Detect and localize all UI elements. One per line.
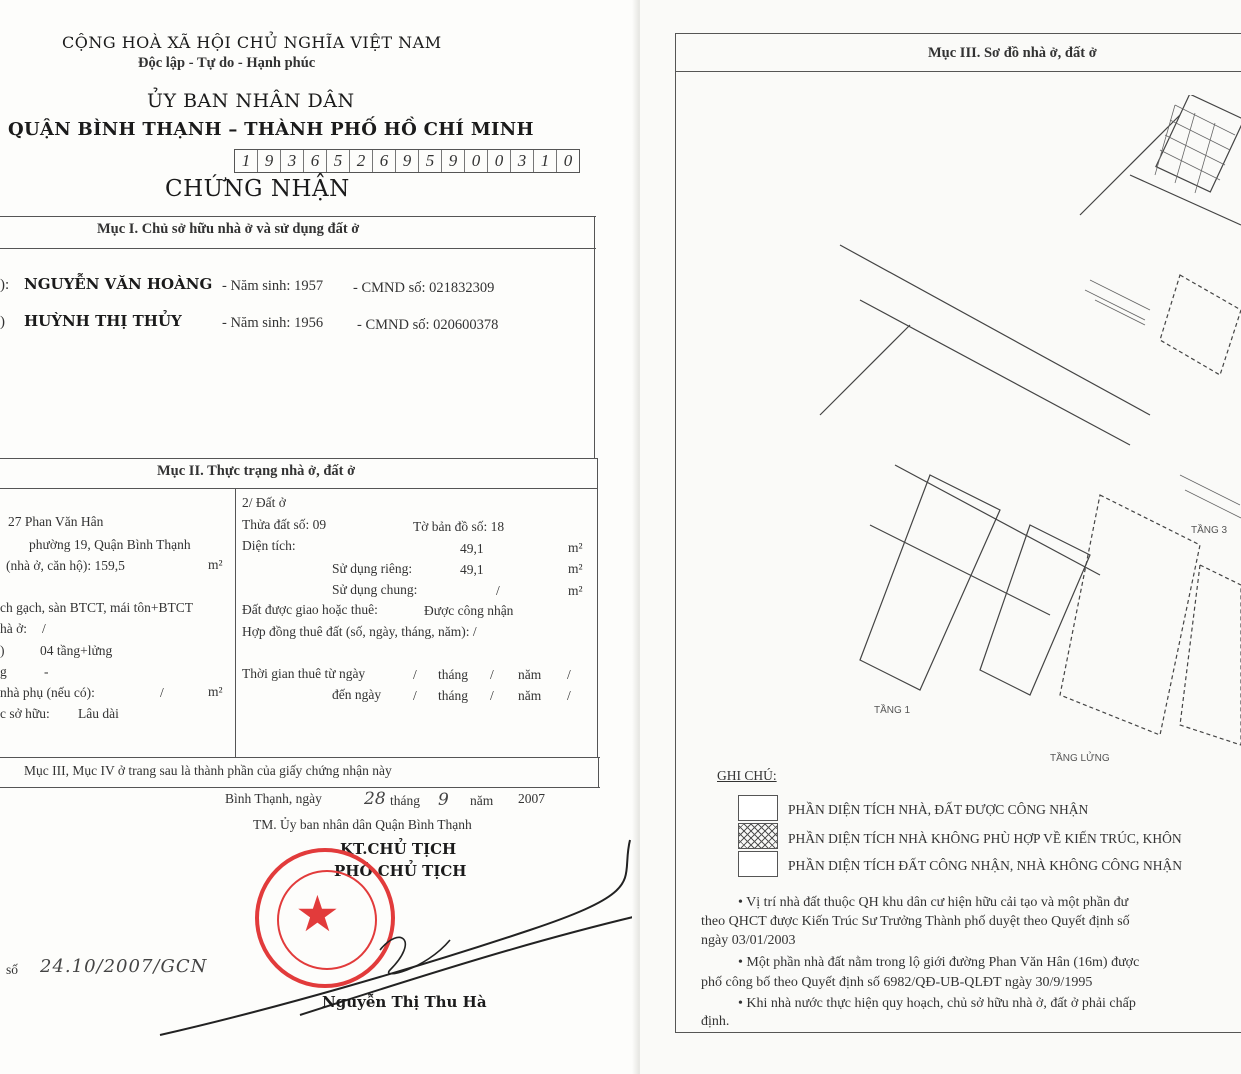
section3-heading: Mục III. Sơ đồ nhà ở, đất ở: [928, 45, 1097, 61]
serial-digit: 9: [442, 150, 465, 172]
signer-name: Nguyễn Thị Thu Hà: [322, 993, 487, 1011]
certificate-diagram-page: [640, 0, 1241, 1074]
planning-note: định.: [701, 1014, 730, 1029]
house-floors: 04 tầng+lửng: [40, 643, 113, 658]
serial-number: [234, 149, 580, 173]
owner-id-number: - CMND số: 021832309: [353, 280, 495, 296]
house-address-line1: 27 Phan Văn Hân: [8, 514, 104, 529]
land-parcel: Thửa đất số: 09: [242, 517, 327, 532]
motto: Độc lập - Tự do - Hạnh phúc: [138, 55, 316, 71]
owner-id-number: - CMND số: 020600378: [357, 317, 499, 333]
land-heading: 2/ Đất ở: [242, 495, 286, 510]
legend-swatch-plain: [738, 851, 778, 877]
legend-swatch-plain: [738, 795, 778, 821]
serial-digit: 0: [465, 150, 488, 172]
certificate-title: CHỨNG NHẬN: [165, 176, 350, 202]
owner-birth-year: - Năm sinh: 1956: [222, 315, 324, 331]
house-address-line2: phường 19, Quận Bình Thạnh: [29, 537, 191, 552]
section2-heading: Mục II. Thực trạng nhà ở, đất ở: [157, 463, 356, 479]
section1-heading: Mục I. Chủ sở hữu nhà ở và sử dụng đất ở: [97, 221, 360, 237]
district-heading: QUẬN BÌNH THẠNH – THÀNH PHỐ HỒ CHÍ MINH: [8, 119, 534, 140]
issuer: TM. Ủy ban nhân dân Quận Bình Thạnh: [253, 817, 472, 832]
house-ownership-term: Lâu dài: [78, 706, 119, 721]
planning-note: • Khi nhà nước thực hiện quy hoạch, chủ sở hữu nhà ở, đất ở phải chấp: [738, 996, 1136, 1011]
serial-digit: 5: [327, 150, 350, 172]
certificate-front-page: CỘNG HOÀ XÃ HỘI CHỦ NGHĨA VIỆT NAM Độc lập - Tự do - Hạnh phúc ỦY BAN NHÂN DÂN QUẬN BÌNH THẠNH – THÀNH PHỐ HỒ CHÍ MINH 1 9 3 6 5 2 6 9 5 9 0 0 3 1 0 CHỨNG NHẬN Mục I. Chủ sở hữu nhà ở và sử dụng đất ở ): NGUYỄN VĂN HOÀNG - Năm sinh: 1957 - CMND số: 021832309 ) HUỲNH THỊ THỦY - Năm sinh: 1956 - CMND số: 020600378 Mục II. Thực trạng nhà ở, đất ở 27 Phan Văn Hân phường 19, Quận Bình Thạnh (nhà ở, căn hộ): 159,5 m² ch gạch, sàn BTCT, mái tôn+BTCT hà ở: / ) 04 tầng+lửng g - nhà phụ (nếu có): / m² c sở hữu: Lâu dài 2/ Đất ở Thửa đất số: 09 Tờ bản đồ số: 18 Diện tích: 49,1 m² Sử dụng riêng: 49,1 m² Sử dụng chung: / m² Đất được giao hoặc thuê: Được công nhận Hợp đồng thuê đất (số, ngày, tháng, năm): / Thời gian thuê từ ngày / tháng / năm / đến ngày / tháng / năm / Mục III, Mục IV ở trang sau là thành phần của giấy chứng nhận này Bình Thạnh, ngày 28 tháng 9 năm 2007 TM. Ủy ban nhân dân Quận Bình Thạnh KT.CHỦ TỊCH PHÓ CHỦ TỊCH ★ Nguyễn Thị Thu Hà số 24.10/2007/GCN: [0, 0, 640, 1074]
serial-digit: 3: [281, 150, 304, 172]
planning-note: • Vị trí nhà đất thuộc QH khu dân cư hiện hữu cải tạo và một phần đư: [738, 895, 1129, 910]
legend-label: PHẦN DIỆN TÍCH NHÀ, ĐẤT ĐƯỢC CÔNG NHẬN: [788, 802, 1089, 817]
owner-name: NGUYỄN VĂN HOÀNG: [24, 275, 213, 293]
serial-digit: 0: [563, 151, 573, 170]
legend-label: PHẦN DIỆN TÍCH ĐẤT CÔNG NHẬN, NHÀ KHÔNG CÔNG NHẬN: [788, 858, 1182, 873]
house-structure: ch gạch, sàn BTCT, mái tôn+BTCT: [0, 600, 193, 615]
issue-month: 9: [438, 790, 449, 810]
legend-label: PHẦN DIỆN TÍCH NHÀ KHÔNG PHÙ HỢP VỀ KIẾN TRÚC, KHÔN: [788, 831, 1182, 846]
land-map-sheet: Tờ bản đồ số: 18: [413, 519, 505, 534]
owner-birth-year: - Năm sinh: 1957: [222, 278, 324, 294]
house-area: (nhà ở, căn hộ): 159,5: [6, 558, 125, 573]
section-note: Mục III, Mục IV ở trang sau là thành phần của giấy chứng nhận này: [24, 763, 392, 778]
kt-chairman: KT.CHỦ TỊCH: [340, 840, 457, 858]
floor-label: TẦNG 1: [874, 705, 911, 716]
land-private-area: 49,1: [460, 562, 484, 577]
vice-chairman: PHÓ CHỦ TỊCH: [334, 862, 467, 880]
registration-number: 24.10/2007/GCN: [40, 956, 208, 977]
issue-place: Bình Thạnh, ngày: [225, 791, 322, 806]
floor-label: TẦNG 3: [1191, 525, 1228, 536]
serial-digit: 9: [258, 150, 281, 172]
serial-digit: 1: [235, 150, 258, 172]
land-allocation: Được công nhận: [424, 603, 514, 618]
owner-name: HUỲNH THỊ THỦY: [24, 312, 182, 330]
republic-heading: CỘNG HOÀ XÃ HỘI CHỦ NGHĨA VIỆT NAM: [62, 33, 442, 52]
committee-heading: ỦY BAN NHÂN DÂN: [147, 90, 355, 112]
serial-digit: 5: [419, 150, 442, 172]
site-sketch: [800, 95, 1241, 775]
official-seal: ★: [255, 848, 395, 988]
serial-digit: 6: [304, 150, 327, 172]
planning-note: theo QHCT được Kiến Trúc Sư Trưởng Thành phố duyệt theo Quyết định số: [701, 914, 1130, 929]
lease-contract: Hợp đồng thuê đất (số, ngày, tháng, năm): /: [242, 624, 477, 639]
serial-digit: 0: [488, 150, 511, 172]
serial-digit: 9: [396, 150, 419, 172]
planning-note: phố công bố theo Quyết định số 6982/QĐ-UB-QLĐT ngày 30/9/1995: [701, 975, 1093, 990]
floor-label: TẦNG LỬNG: [1050, 753, 1110, 764]
land-area: 49,1: [460, 541, 484, 556]
planning-note: • Một phần nhà đất nằm trong lộ giới đường Phan Văn Hân (16m) được: [738, 955, 1140, 970]
serial-digit: 1: [534, 150, 557, 172]
serial-digit: 6: [373, 150, 396, 172]
issue-year: 2007: [518, 791, 545, 806]
serial-digit: 3: [511, 150, 534, 172]
issue-day: 28: [364, 789, 386, 809]
legend-swatch-hatched: [738, 823, 778, 849]
land-shared-area: /: [496, 583, 500, 598]
planning-note: ngày 03/01/2003: [701, 933, 796, 948]
legend-title: GHI CHÚ:: [717, 768, 777, 783]
serial-digit: 2: [350, 150, 373, 172]
